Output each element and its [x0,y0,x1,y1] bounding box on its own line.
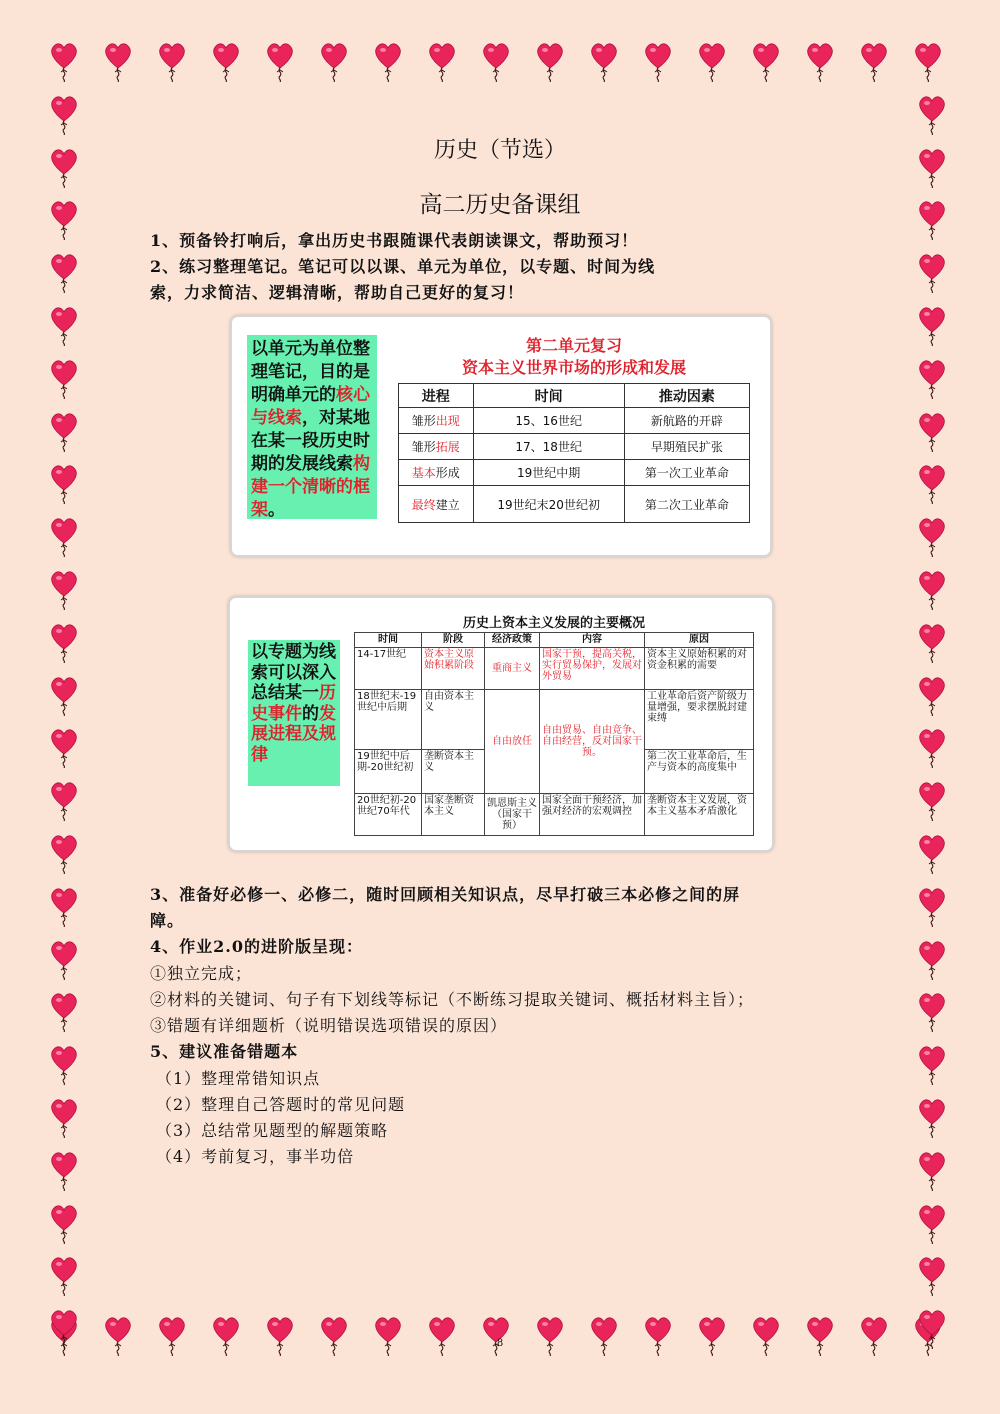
period-cell: 17、18世纪 [473,434,624,460]
unit-review-table [398,383,750,523]
table-row [355,648,754,690]
table-row [399,434,750,460]
process-highlight: 基本 [411,466,436,480]
stage-cell: 垄断资本主义 [422,750,485,794]
reason-cell: 垄断资本主义发展，资本主义基本矛盾激化 [645,794,754,836]
paragraph-3-line-2: 障。 [150,911,185,930]
list-item: ①独立完成； [150,964,253,983]
unit-note-text-2: ，对某地在某一段历史时期的发展线索 [251,408,370,474]
overview-heading: 历史上资本主义发展的主要概况 [462,616,645,631]
policy-cell: 自由放任 [485,690,540,794]
process-highlight: 拓展 [435,440,460,454]
reason-cell: 资本主义原始积累的对资金积累的需要 [645,648,754,690]
table-header: 时间 [473,384,624,408]
unit-review-subheading: 资本主义世界市场的形成和发展 [461,358,686,377]
process-highlight: 最终 [411,497,436,512]
process-label: 雏形 [411,440,436,454]
table-header: 阶段 [422,633,485,648]
capitalism-overview-image [228,596,774,852]
overview-table [354,632,754,836]
process-label: 雏形 [411,414,436,428]
unit-note-highlight: 核心与线索 [251,385,370,428]
period-cell: 19世纪末20世纪初 [473,486,624,523]
list-item: （3）总结常见题型的解题策略 [156,1121,389,1140]
list-item: （4）考前复习，事半功倍 [156,1147,355,1166]
paragraph-5: 5、建议准备错题本 [150,1042,299,1061]
period-cell: 15、16世纪 [473,408,624,434]
paragraph-3-line-1: 3、准备好必修一、必修二，随时回顾相关知识点，尽早打破三本必修之间的屏 [150,885,741,904]
paragraph-4: 4、作业2.0的进阶版呈现： [150,937,363,956]
page-number: 8 [496,1338,504,1349]
factor-cell: 第二次工业革命 [624,486,749,523]
list-item: （2）整理自己答题时的常见问题 [156,1095,406,1114]
table-header: 进程 [399,384,474,408]
table-header: 经济政策 [485,633,540,648]
factor-cell: 早期殖民扩张 [624,434,749,460]
table-header: 内容 [540,633,645,648]
topic-note-text-2: 的 [302,703,319,724]
page-subtitle: 高二历史备课组 [419,192,581,218]
time-cell: 19世纪中后期-20世纪初 [355,750,422,794]
table-row [399,460,750,486]
factor-cell: 第一次工业革命 [624,460,749,486]
policy-cell: 重商主义 [485,648,540,690]
stage-cell: 自由资本主义 [422,690,485,750]
table-header: 原因 [645,633,754,648]
content-cell: 国家全面干预经济，加强对经济的宏观调控 [540,794,645,836]
topic-note-highlight: 历史事件 [251,683,336,724]
unit-note-end: 。 [268,500,285,520]
list-item: （1）整理常错知识点 [156,1069,321,1088]
content-cell: 国家干预，提高关税，实行贸易保护，发展对外贸易 [540,648,645,690]
reason-cell: 第二次工业革命后，生产与资本的高度集中 [645,750,754,794]
topic-note-text: 以专题为线索可以深入总结某一 [251,642,336,703]
unit-note-highlight-2: 构建一个清晰的框架 [251,454,370,520]
table-header: 时间 [355,633,422,648]
paragraph-1: 1、预备铃打响后，拿出历史书跟随课代表朗读课文，帮助预习！ [150,231,639,250]
table-row [399,486,750,523]
unit-review-heading: 第二单元复习 [525,336,622,355]
factor-cell: 新航路的开辟 [624,408,749,434]
topic-note-box [248,640,340,786]
topic-note-highlight-2: 发展进程及规律 [251,703,336,765]
table-row [399,408,750,434]
table-header: 推动因素 [624,384,749,408]
time-cell: 18世纪末-19世纪中后期 [355,690,422,750]
paragraph-2-line-1: 2、练习整理笔记。笔记可以以课、单元为单位，以专题、时间为线 [150,257,656,276]
process-label: 建立 [435,497,460,512]
process-highlight: 出现 [435,414,460,428]
paragraph-2-line-2: 索，力求简洁、逻辑清晰，帮助自己更好的复习！ [150,283,525,302]
stage-cell: 资本主义原始积累阶段 [422,648,485,690]
time-cell: 14-17世纪 [355,648,422,690]
list-item: ③错题有详细题析（说明错误选项错误的原因） [150,1016,508,1035]
policy-cell: 凯恩斯主义（国家干预） [485,794,540,836]
reason-cell: 工业革命后资产阶级力量增强，要求摆脱封建束缚 [645,690,754,750]
period-cell: 19世纪中期 [473,460,624,486]
process-label: 形成 [435,466,460,480]
unit-note-text: 以单元为单位整理笔记，目的是明确单元的 [251,339,370,405]
page-title: 历史（节选） [433,138,566,163]
unit-review-image [230,315,772,557]
time-cell: 20世纪初-20世纪70年代 [355,794,422,836]
unit-note-box [247,335,377,519]
table-row [355,690,754,750]
content-cell: 自由贸易、自由竞争、自由经营，反对国家干预。 [540,690,645,794]
table-row [355,794,754,836]
list-item: ②材料的关键词、句子有下划线等标记（不断练习提取关键词、概括材料主旨）； [150,990,755,1009]
stage-cell: 国家垄断资本主义 [422,794,485,836]
